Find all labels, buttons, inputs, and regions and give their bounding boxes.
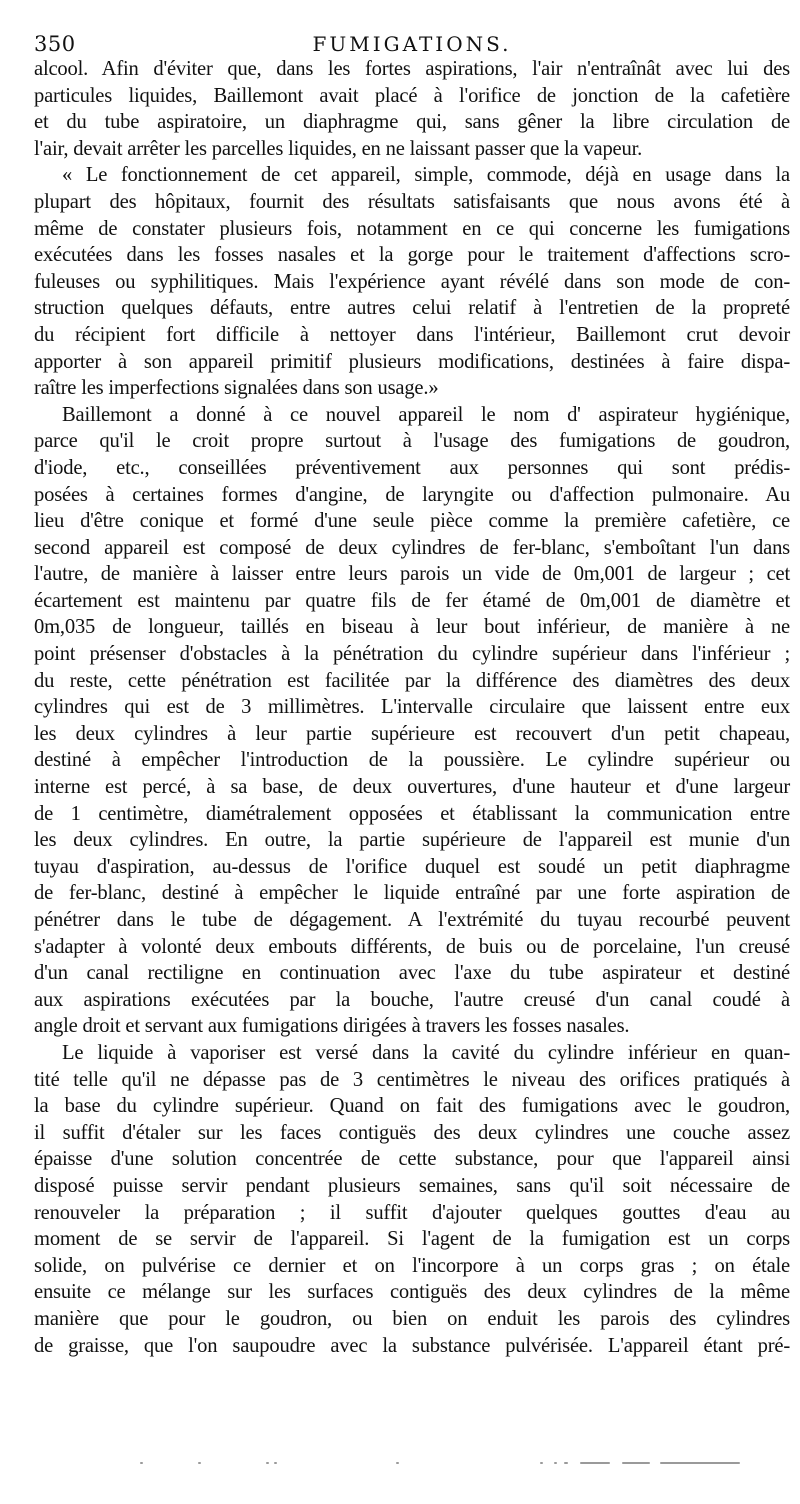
text-line: 0m,035 de longueur, taillés en biseau à leur bout inférieur, de manière à ne (34, 616, 790, 639)
text-line: épaisse d'une solution concentrée de cette substance, pour que l'appareil ainsi (34, 1148, 790, 1171)
text-line: apporter à son appareil primitif plusieurs modifications, destinées à faire dispa- (34, 350, 790, 373)
text-line: point présenser d'obstacles à la pénétration du cylindre supérieur dans l'inférieur ; (34, 643, 790, 666)
text-line: alcool. Afin d'éviter que, dans les fortes aspirations, l'air n'entraînât avec lui des (34, 58, 790, 80)
text-line: cylindres qui est de 3 millimètres. L'intervalle circulaire que laissent entre eux (34, 696, 790, 719)
body-text (34, 56, 790, 1359)
text-line: plupart des hôpitaux, fournit des résultats satisfaisants que nous avons été à (34, 190, 790, 213)
text-line: même de constater plusieurs fois, notamment en ce qui concerne les fumigations (34, 217, 790, 240)
text-line: du récipient fort difficile à nettoyer dans l'intérieur, Baillemont crut devoir (34, 323, 790, 346)
text-line: s'adapter à volonté deux embouts différents, de buis ou de porcelaine, l'un creusé (34, 935, 790, 958)
text-line: interne est percé, à sa base, de deux ouvertures, d'une hauteur et d'une largeur (34, 776, 790, 799)
text-line: parce qu'il le croit propre surtout à l'usage des fumigations de goudron, (34, 430, 790, 453)
text-line: aux aspirations exécutées par la bouche, l'autre creusé d'un canal coudé à (34, 988, 790, 1011)
text-line: tuyau d'aspiration, au-dessus de l'orifice duquel est soudé un petit diaphragme (34, 855, 790, 878)
text-line: de fer-blanc, destiné à empêcher le liquide entraîné par une forte aspiration de (34, 882, 790, 905)
text-line: manière que pour le goudron, ou bien on enduit les parois des cylindres (34, 1307, 790, 1330)
text-line: de graisse, que l'on saupoudre avec la substance pulvérisée. L'appareil étant pré- (34, 1334, 790, 1357)
page-number: 350 (34, 32, 76, 56)
text-line: l'air, devait arrêter les parcelles liquides, en ne laissant passer que la vapeur. (34, 137, 643, 160)
text-line: solide, on pulvérise ce dernier et on l'incorpore à un corps gras ; on étale (34, 1254, 790, 1277)
text-line: de 1 centimètre, diamétralement opposées et établissant la communication entre (34, 802, 790, 825)
text-line: tité telle qu'il ne dépasse pas de 3 centimètres le niveau des orifices pratiqués à (34, 1068, 790, 1091)
text-line: les deux cylindres. En outre, la partie supérieure de l'appareil est munie d'un (34, 829, 790, 852)
text-line: il suffit d'étaler sur les faces contiguës des deux cylindres une couche assez (34, 1121, 790, 1144)
running-title: FUMIGATIONS. (312, 32, 512, 56)
text-line: « Le fonctionnement de cet appareil, simple, commode, déjà en usage dans la (62, 164, 790, 187)
text-line: angle droit et servant aux fumigations dirigées à travers les fosses nasales. (34, 1015, 630, 1038)
text-line: raître les imperfections signalées dans son usage.» (34, 377, 439, 400)
text-line: posées à certaines formes d'angine, de laryngite ou d'affection pulmonaire. Au (34, 483, 790, 506)
text-line: moment de se servir de l'appareil. Si l'agent de la fumigation est un corps (34, 1228, 790, 1251)
text-line: et du tube aspiratoire, un diaphragme qui, sans gêner la libre circulation de (34, 111, 790, 134)
text-line: Le liquide à vaporiser est versé dans la cavité du cylindre inférieur en quan- (62, 1041, 790, 1064)
text-line: pénétrer dans le tube de dégagement. A l'extrémité du tuyau recourbé peuvent (34, 909, 790, 931)
text-line: destiné à empêcher l'introduction de la poussière. Le cylindre supérieur ou (34, 749, 790, 772)
text-line: exécutées dans les fosses nasales et la gorge pour le traitement d'affections scro- (34, 244, 790, 267)
text-line: les deux cylindres à leur partie supérieure est recouvert d'un petit chapeau, (34, 722, 790, 745)
text-line: la base du cylindre supérieur. Quand on fait des fumigations avec le goudron, (34, 1095, 790, 1118)
page-header (34, 10, 790, 56)
text-line: lieu d'être conique et formé d'une seule pièce comme la première cafetière, ce (34, 510, 790, 533)
text-line: du reste, cette pénétration est facilitée par la différence des diamètres des deux (34, 669, 790, 692)
text-line: fuleuses ou syphilitiques. Mais l'expérience ayant révélé dans son mode de con- (34, 270, 790, 293)
text-line: d'iode, etc., conseillées préventivement aux personnes qui sont prédis- (34, 456, 790, 479)
text-line: d'un canal rectiligne en continuation avec l'axe du tube aspirateur et destiné (34, 962, 790, 985)
text-line: second appareil est composé de deux cylindres de fer-blanc, s'emboîtant l'un dans (34, 536, 790, 559)
text-line: disposé puisse servir pendant plusieurs semaines, sans qu'il soit nécessaire de (34, 1174, 790, 1197)
text-line: Baillemont a donné à ce nouvel appareil le nom d' aspirateur hygiénique, (62, 403, 790, 426)
text-line: struction quelques défauts, entre autres celui relatif à l'entretien de la propreté (34, 297, 790, 320)
text-line: renouveler la préparation ; il suffit d'ajouter quelques gouttes d'eau au (34, 1201, 790, 1224)
text-line: ensuite ce mélange sur les surfaces contiguës des deux cylindres de la même (34, 1281, 790, 1304)
scan-artifact-line (140, 1458, 740, 1468)
text-line: particules liquides, Baillemont avait placé à l'orifice de jonction de la cafetière (34, 84, 790, 107)
text-line: l'autre, de manière à laisser entre leurs parois un vide de 0m,001 de largeur ; cet (34, 563, 790, 586)
text-line: écartement est maintenu par quatre fils de fer étamé de 0m,001 de diamètre et (34, 589, 790, 612)
